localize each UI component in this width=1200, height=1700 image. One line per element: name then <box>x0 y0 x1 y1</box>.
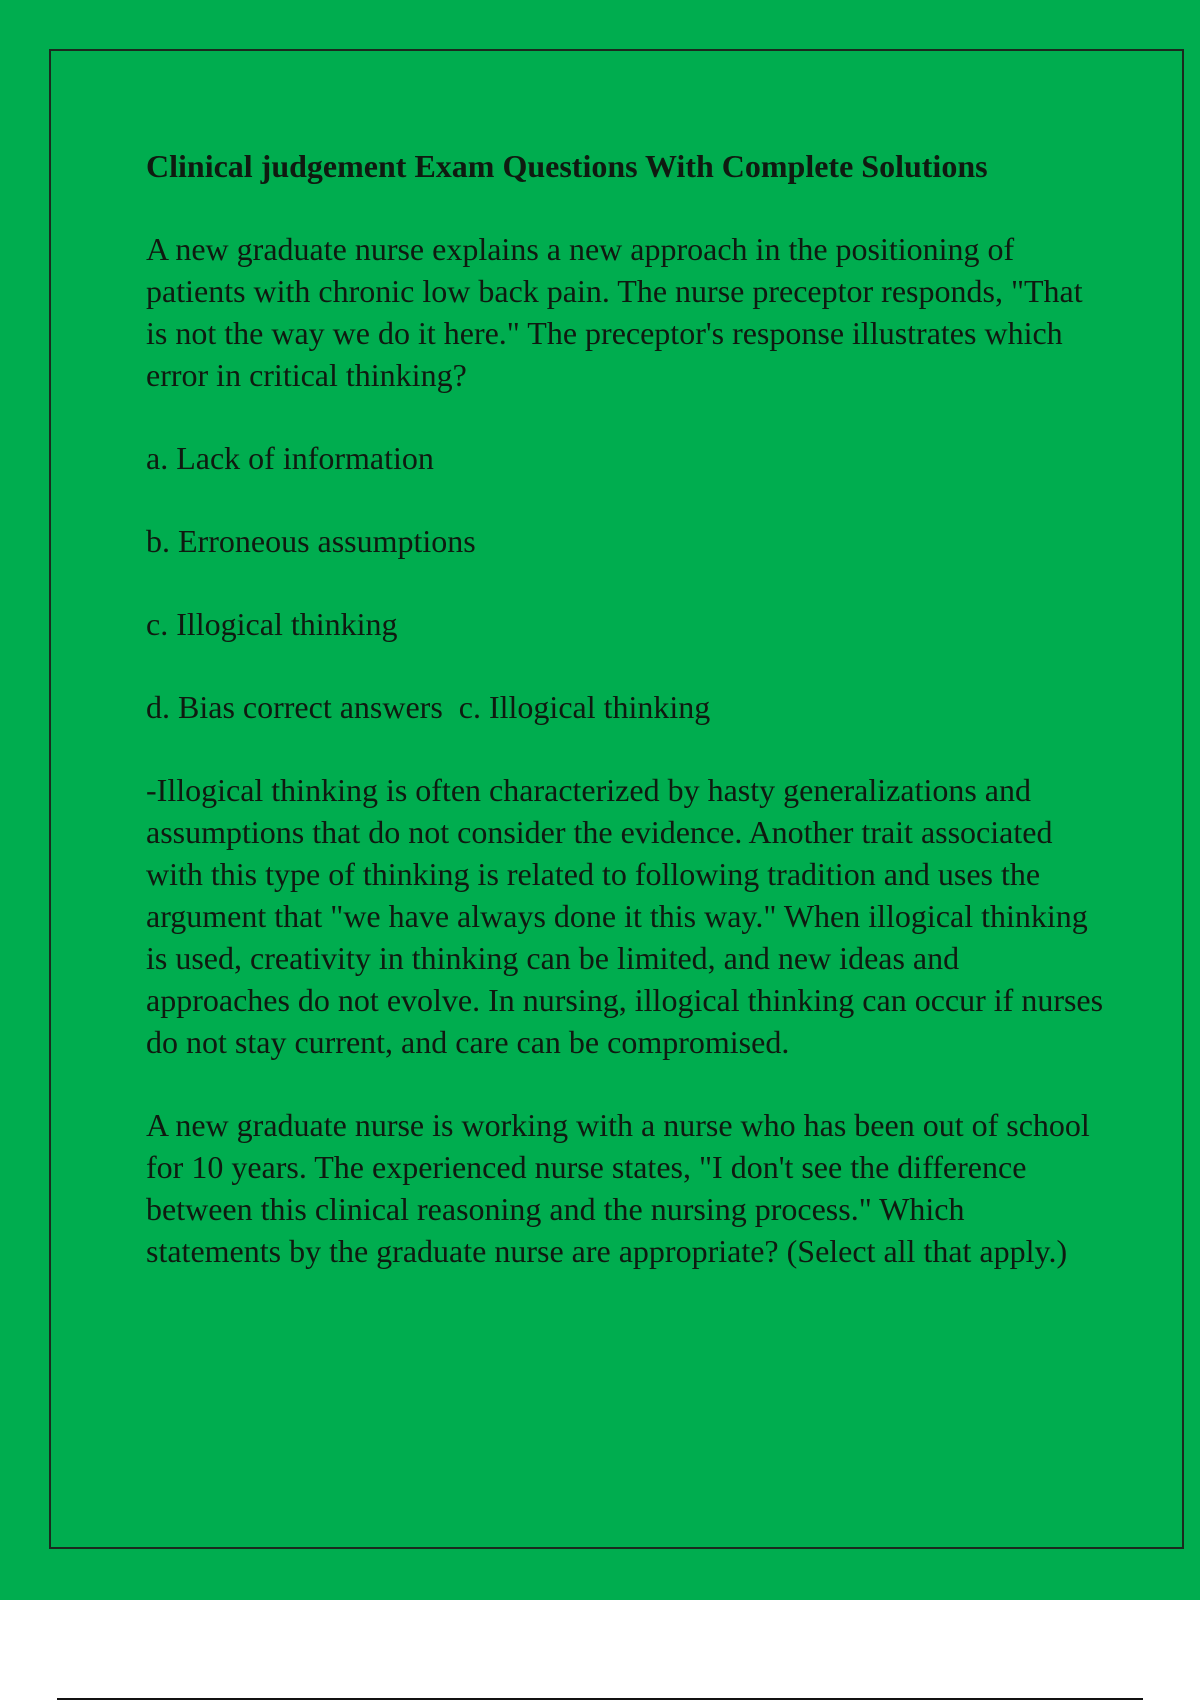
question-1-stem: A new graduate nurse explains a new approach in the positioning of patients with chronic low back pain. The nurse preceptor responds, "That is not the way we do it here." The preceptor's response illustrates which error in critical thinking? <box>146 231 1083 393</box>
document-body <box>146 145 1106 1313</box>
question-1-option-d-answer: d. Bias correct answers c. Illogical thinking <box>146 689 711 725</box>
question-1-option-a: a. Lack of information <box>146 440 434 476</box>
question-1-option-c: c. Illogical thinking <box>146 606 398 642</box>
question-1-option-b: b. Erroneous assumptions <box>146 523 476 559</box>
question-2-stem: A new graduate nurse is working with a nurse who has been out of school for 10 years. The experienced nurse states, "I don't see the difference between this clinical reasoning and the nursing process." Which statements by the graduate nurse are appropriate? (Select all that apply.) <box>146 1107 1090 1269</box>
question-1-rationale: -Illogical thinking is often characterized by hasty generalizations and assumptions that do not consider the evidence. Another trait associated with this type of thinking is related to following tradition and uses the argument that "we have always done it this way." When illogical thinking is used, creativity in thinking can be limited, and new ideas and approaches do not evolve. In nursing, illogical thinking can occur if nurses do not stay current, and care can be compromised. <box>146 772 1104 1060</box>
document-title: Clinical judgement Exam Questions With Complete Solutions <box>146 148 988 184</box>
